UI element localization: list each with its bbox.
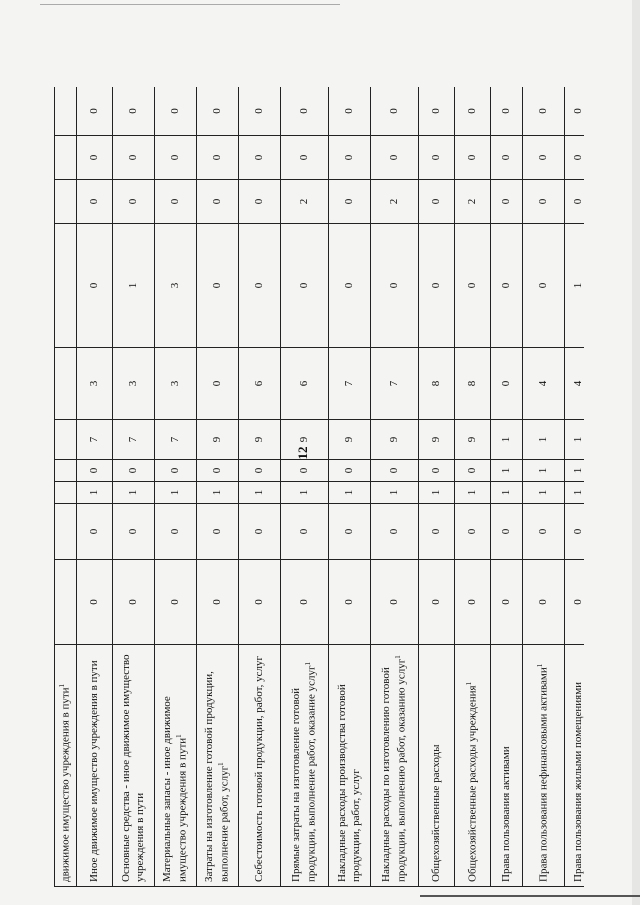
table-cell: 0: [371, 136, 419, 180]
table-cell: 7: [155, 420, 197, 460]
table-cell: 0: [77, 504, 113, 560]
table-row: [523, 87, 565, 887]
table-cell: 0: [455, 504, 491, 560]
row-label: [77, 645, 113, 887]
row-label-text: Накладные расходы производства готовой продукции, работ, услуг: [336, 684, 362, 882]
row-label-text: движимое имущество учреждения в пути: [59, 687, 72, 882]
table-cell: [55, 224, 77, 348]
table-cell: 4: [523, 348, 565, 420]
table-cell: 0: [491, 504, 523, 560]
table-row: [155, 87, 197, 887]
table-cell: [55, 87, 77, 136]
table-cell: 0: [419, 87, 455, 136]
footnote-marker: 1: [465, 681, 474, 686]
table-cell: 0: [523, 504, 565, 560]
table-cell: 0: [155, 180, 197, 224]
table-cell: 8: [419, 348, 455, 420]
table-cell: 9: [281, 420, 329, 460]
table-cell: [55, 482, 77, 504]
page-number: 12: [295, 446, 310, 460]
table-cell: 0: [197, 460, 239, 482]
footnote-marker: 1: [536, 663, 545, 668]
table-cell: 9: [197, 420, 239, 460]
table-cell: 0: [113, 504, 155, 560]
row-label-text: Накладные расходы по изготовлению готовой продукции, выполнению работ, оказанию услуг: [380, 658, 408, 882]
table-cell: 0: [239, 460, 281, 482]
table-cell: 1: [197, 482, 239, 504]
table-cell: 0: [77, 560, 113, 645]
table-cell: 0: [155, 136, 197, 180]
table-cell: [55, 460, 77, 482]
row-label: [565, 645, 585, 887]
table-cell: 1: [155, 482, 197, 504]
table-cell: 1: [371, 482, 419, 504]
table-cell: 0: [113, 136, 155, 180]
table-cell: 0: [491, 348, 523, 420]
table-cell: 9: [455, 420, 491, 460]
table-cell: 0: [281, 560, 329, 645]
table-cell: [55, 504, 77, 560]
table-cell: 0: [523, 560, 565, 645]
row-label-text: Прямые затраты на изготовление готовой продукции, выполнение работ, оказание услуг: [290, 665, 318, 882]
table-cell: 9: [329, 420, 371, 460]
table-cell: 0: [491, 560, 523, 645]
table-cell: 7: [371, 348, 419, 420]
table-row: [491, 87, 523, 887]
table-cell: 1: [565, 420, 585, 460]
table-cell: 0: [197, 87, 239, 136]
row-label: [491, 645, 523, 887]
table-cell: 0: [155, 87, 197, 136]
row-label: [455, 645, 491, 887]
table-cell: 0: [565, 87, 585, 136]
table-cell: 0: [371, 87, 419, 136]
footnote-marker: 1: [174, 734, 183, 738]
table-row: [565, 87, 585, 887]
table-cell: 1: [523, 420, 565, 460]
table-row: [77, 87, 113, 887]
table-cell: 0: [371, 560, 419, 645]
table-cell: 3: [113, 348, 155, 420]
table-cell: 2: [455, 180, 491, 224]
table-cell: 2: [281, 180, 329, 224]
table-cell: 3: [155, 224, 197, 348]
table-cell: 0: [491, 224, 523, 348]
table-cell: 3: [155, 348, 197, 420]
table-cell: 0: [239, 560, 281, 645]
table-cell: 0: [419, 224, 455, 348]
table-cell: 0: [523, 224, 565, 348]
row-label-text: Права пользования активами: [499, 746, 512, 882]
table-cell: 1: [329, 482, 371, 504]
row-label-text: Иное движимое имущество учреждения в пути: [87, 660, 100, 882]
table-cell: 0: [239, 180, 281, 224]
table-cell: [55, 348, 77, 420]
table-cell: 0: [239, 224, 281, 348]
row-label-text: Основные средства - иное движимое имущество учреждения в пути: [120, 654, 146, 882]
table-cell: 0: [281, 460, 329, 482]
table-cell: 1: [239, 482, 281, 504]
table-cell: 7: [329, 348, 371, 420]
table-cell: 0: [77, 224, 113, 348]
scan-edge-top: [40, 4, 340, 5]
footnote-marker: 1: [216, 762, 225, 766]
table-cell: 6: [239, 348, 281, 420]
row-label: [197, 645, 239, 887]
table-row: [239, 87, 281, 887]
table-cell: [55, 180, 77, 224]
table-cell: 0: [455, 224, 491, 348]
table-cell: 0: [197, 504, 239, 560]
table-row: [329, 87, 371, 887]
footnote-marker: 1: [303, 661, 312, 666]
row-label-text: Права пользования жилыми помещениями: [571, 681, 584, 882]
table-cell: 0: [565, 136, 585, 180]
row-label: [523, 645, 565, 887]
table-cell: 1: [491, 482, 523, 504]
table-cell: [55, 136, 77, 180]
table-cell: 0: [155, 460, 197, 482]
row-label: [239, 645, 281, 887]
table-cell: 0: [155, 504, 197, 560]
table-cell: 4: [565, 348, 585, 420]
table-cell: 0: [155, 560, 197, 645]
row-label-text: Себестоимость готовой продукции, работ, услуг: [252, 656, 265, 882]
row-label: [329, 645, 371, 887]
table-cell: [55, 560, 77, 645]
table-cell: 9: [371, 420, 419, 460]
row-label: [281, 645, 329, 887]
row-label-text: Общехозяйственные расходы: [429, 744, 442, 882]
row-label: [55, 645, 77, 887]
table-cell: 0: [419, 180, 455, 224]
table-cell: 1: [419, 482, 455, 504]
table-cell: 0: [455, 460, 491, 482]
row-label: [419, 645, 455, 887]
table-cell: 0: [77, 180, 113, 224]
table-row: [113, 87, 155, 887]
row-label-text: Права пользования нефинансовыми активами: [537, 667, 550, 882]
table-cell: 8: [455, 348, 491, 420]
table-cell: 1: [565, 460, 585, 482]
table-cell: 0: [523, 180, 565, 224]
table-cell: 0: [419, 136, 455, 180]
accounts-table: [54, 87, 584, 887]
table-cell: 0: [419, 504, 455, 560]
table-cell: 0: [329, 180, 371, 224]
table-cell: 0: [565, 504, 585, 560]
table-cell: 1: [565, 224, 585, 348]
row-label-text: Материальные запасы - иное движимое имущество учреждения в пути: [161, 696, 189, 882]
table-cell: 0: [197, 180, 239, 224]
table-cell: 0: [371, 504, 419, 560]
footnote-marker: 1: [393, 655, 402, 659]
table-cell: 9: [239, 420, 281, 460]
row-label-text: Общехозяйственные расходы учреждения: [466, 685, 479, 882]
table-cell: 0: [113, 87, 155, 136]
table-cell: 1: [523, 482, 565, 504]
table-cell: 0: [329, 224, 371, 348]
table-cell: 1: [113, 224, 155, 348]
table-cell: 0: [77, 136, 113, 180]
table-cell: 0: [329, 460, 371, 482]
table-cell: 2: [371, 180, 419, 224]
table-cell: 0: [371, 460, 419, 482]
table-cell: 0: [197, 560, 239, 645]
table-cell: 0: [239, 504, 281, 560]
table-row: [281, 87, 329, 887]
table-cell: 0: [113, 460, 155, 482]
table-cell: 0: [491, 87, 523, 136]
table-cell: 0: [455, 560, 491, 645]
table-cell: 0: [419, 560, 455, 645]
table-cell: 0: [565, 180, 585, 224]
table-cell: 0: [197, 224, 239, 348]
table-cell: 7: [113, 420, 155, 460]
table-cell: 0: [113, 560, 155, 645]
table-cell: 1: [113, 482, 155, 504]
table-cell: 0: [491, 136, 523, 180]
table-cell: 0: [197, 136, 239, 180]
table-cell: 1: [565, 482, 585, 504]
table-row: [55, 87, 77, 887]
table-cell: 0: [455, 136, 491, 180]
row-label: [113, 645, 155, 887]
table-row: [371, 87, 419, 887]
table-cell: 7: [77, 420, 113, 460]
table-cell: 0: [523, 136, 565, 180]
table-cell: 0: [281, 87, 329, 136]
table-cell: 0: [455, 87, 491, 136]
table-cell: 0: [419, 460, 455, 482]
scan-edge-bottom: [420, 895, 640, 897]
row-label: [371, 645, 419, 887]
table-cell: 0: [239, 136, 281, 180]
table-cell: [55, 420, 77, 460]
table-viewport: [54, 87, 584, 887]
table-cell: 1: [455, 482, 491, 504]
table-cell: 3: [77, 348, 113, 420]
table-cell: 0: [197, 348, 239, 420]
table-cell: 1: [491, 420, 523, 460]
table-cell: 0: [281, 504, 329, 560]
table-cell: 0: [239, 87, 281, 136]
table-cell: 0: [329, 560, 371, 645]
scan-edge-right: [632, 0, 640, 905]
table-row: [419, 87, 455, 887]
table-cell: 0: [371, 224, 419, 348]
table-cell: 1: [491, 460, 523, 482]
table-cell: 0: [77, 460, 113, 482]
table-cell: 0: [329, 136, 371, 180]
table-cell: 0: [77, 87, 113, 136]
table-cell: 0: [281, 136, 329, 180]
table-row: [455, 87, 491, 887]
table-cell: 0: [113, 180, 155, 224]
table-cell: 0: [281, 224, 329, 348]
table-cell: 0: [329, 504, 371, 560]
table-cell: 0: [565, 560, 585, 645]
table-cell: 1: [77, 482, 113, 504]
row-label-text: Затраты на изготовление готовой продукции, выполнение работ, услуг: [203, 671, 231, 882]
table-cell: 1: [523, 460, 565, 482]
table-cell: 6: [281, 348, 329, 420]
table-cell: 0: [523, 87, 565, 136]
row-label: [155, 645, 197, 887]
footnote-marker: 1: [58, 683, 67, 688]
table-cell: 0: [491, 180, 523, 224]
table-cell: 0: [329, 87, 371, 136]
table-cell: 1: [281, 482, 329, 504]
table-cell: 9: [419, 420, 455, 460]
table-row: [197, 87, 239, 887]
